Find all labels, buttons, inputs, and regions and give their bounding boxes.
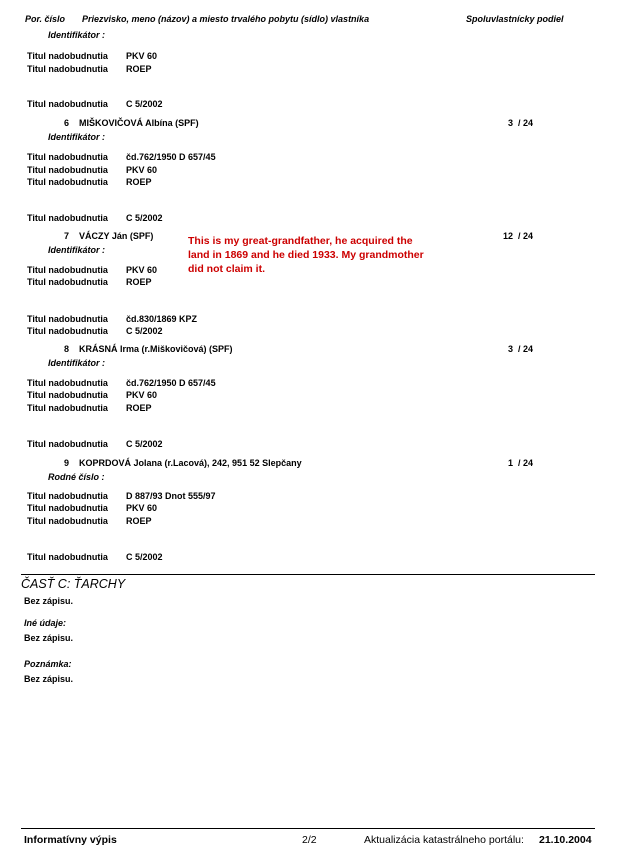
title-label: Titul nadobudnutia	[27, 403, 108, 413]
title-label: Titul nadobudnutia	[27, 552, 108, 562]
handwritten-annotation: This is my great-grandfather, he acquired the land in 1869 and he died 1933. My grandmother did not claim it.	[188, 235, 424, 275]
title-value: C 5/2002	[126, 552, 163, 562]
owner-name: KOPRDOVÁ Jolana (r.Lacová), 242, 951 52 Slepčany	[79, 458, 302, 468]
title-label: Titul nadobudnutia	[27, 503, 108, 513]
identifier-label: Identifikátor :	[48, 358, 106, 368]
share-denominator: / 24	[518, 231, 534, 241]
title-value: C 5/2002	[126, 213, 163, 223]
title-value: PKV 60	[126, 165, 158, 175]
owner-name: VÁCZY Ján (SPF)	[79, 231, 154, 241]
title-label: Titul nadobudnutia	[27, 265, 108, 275]
share-denominator: / 24	[518, 118, 534, 128]
share-numerator: 3	[508, 344, 514, 354]
part-c-entry: Bez zápisu.	[24, 596, 74, 606]
title-label: Titul nadobudnutia	[27, 516, 108, 526]
section-divider	[21, 574, 595, 575]
title-label: Titul nadobudnutia	[27, 277, 108, 287]
title-label: Titul nadobudnutia	[27, 491, 108, 501]
title-value: PKV 60	[126, 390, 158, 400]
title-value: čd.762/1950 D 657/45	[126, 152, 216, 162]
col-header-number: Por. číslo	[25, 14, 66, 24]
footer-doc-type: Informatívny výpis	[24, 834, 117, 846]
title-label: Titul nadobudnutia	[27, 165, 108, 175]
title-label: Titul nadobudnutia	[27, 378, 108, 388]
identifier-label: Identifikátor :	[48, 132, 106, 142]
title-label: Titul nadobudnutia	[27, 213, 108, 223]
title-value: C 5/2002	[126, 326, 163, 336]
owner-number: 7	[64, 231, 70, 241]
col-header-share: Spoluvlastnícky podiel	[466, 14, 564, 24]
section-heading: ČASŤ C: ŤARCHY	[21, 577, 126, 591]
identifier-label: Identifikátor :	[48, 30, 106, 40]
owner-name: KRÁSNÁ Irma (r.Miškovičová) (SPF)	[79, 344, 233, 354]
title-value: ROEP	[126, 403, 152, 413]
title-label: Titul nadobudnutia	[27, 439, 108, 449]
title-value: ROEP	[126, 64, 152, 74]
title-value: C 5/2002	[126, 439, 163, 449]
note-value: Bez zápisu.	[24, 674, 74, 684]
title-label: Titul nadobudnutia	[27, 177, 108, 187]
owner-name: MIŠKOVIČOVÁ Albína (SPF)	[79, 118, 199, 128]
title-value: ROEP	[126, 177, 152, 187]
title-label: Titul nadobudnutia	[27, 51, 108, 61]
other-info-value: Bez zápisu.	[24, 633, 74, 643]
title-value: C 5/2002	[126, 99, 163, 109]
share-numerator: 12	[503, 231, 514, 241]
footer-divider	[21, 828, 595, 829]
share-numerator: 1	[508, 458, 514, 468]
title-value: PKV 60	[126, 265, 158, 275]
col-header-owner: Priezvisko, meno (názov) a miesto trvalého pobytu (sídlo) vlastníka	[82, 14, 370, 24]
birth-number-label: Rodné číslo :	[48, 472, 105, 482]
title-value: ROEP	[126, 277, 152, 287]
owner-number: 8	[64, 344, 70, 354]
share-denominator: / 24	[518, 344, 534, 354]
update-date: 21.10.2004	[539, 834, 592, 846]
page-number: 2/2	[302, 834, 317, 846]
title-value: PKV 60	[126, 51, 158, 61]
title-label: Titul nadobudnutia	[27, 152, 108, 162]
share-denominator: / 24	[518, 458, 534, 468]
title-value: ROEP	[126, 516, 152, 526]
title-label: Titul nadobudnutia	[27, 314, 108, 324]
title-value: čd.830/1869 KPZ	[126, 314, 198, 324]
title-label: Titul nadobudnutia	[27, 326, 108, 336]
title-value: PKV 60	[126, 503, 158, 513]
owner-number: 6	[64, 118, 70, 128]
other-info-label: Iné údaje:	[24, 618, 67, 628]
title-label: Titul nadobudnutia	[27, 99, 108, 109]
title-value: D 887/93 Dnot 555/97	[126, 491, 216, 501]
note-label: Poznámka:	[24, 659, 72, 669]
owner-number: 9	[64, 458, 70, 468]
title-value: čd.762/1950 D 657/45	[126, 378, 216, 388]
identifier-label: Identifikátor :	[48, 245, 106, 255]
title-label: Titul nadobudnutia	[27, 64, 108, 74]
share-numerator: 3	[508, 118, 514, 128]
title-label: Titul nadobudnutia	[27, 390, 108, 400]
update-label: Aktualizácia katastrálneho portálu:	[364, 834, 524, 846]
